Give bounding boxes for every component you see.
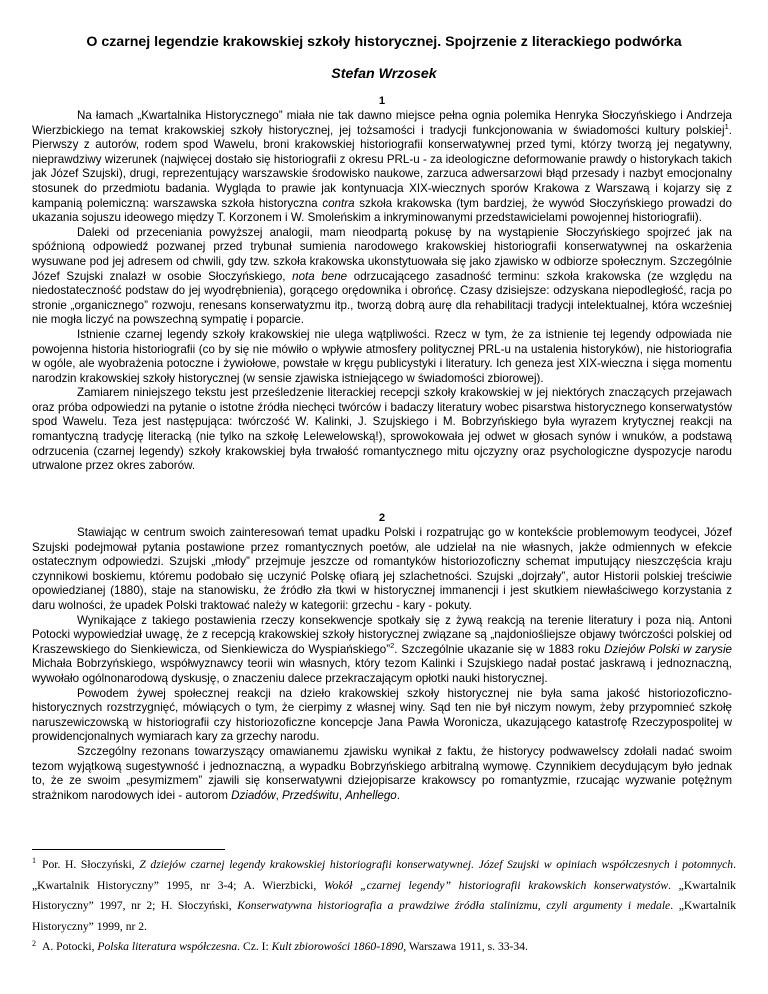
italic-title: Dziejów Polski w zarysie — [604, 642, 732, 656]
italic-title: Przedświtu — [282, 788, 339, 802]
text-run: . „Kwartalnik Historyczny” 1999, nr 2. — [32, 899, 737, 933]
section-2 — [32, 512, 732, 803]
text-run: . „Kwartalnik Historyczny” 1997, nr 2; H. Słoczyński, — [32, 878, 736, 913]
text-run: szkoła krakowska (tym bardziej, że wywód Słoczyńskiego prowadzi do ukazania sojuszu ideowego między T. Korzonem i W. Smoleńskim a inkryminowanymi przedstawicielami powojennej historiografii). — [32, 196, 732, 225]
section-1 — [32, 95, 732, 474]
paragraph: Powodem żywej społecznej reakcji na dzieło krakowskiej szkoły historycznej nie była sama jakość historiozoficzno-historycznych rozstrzygnięć, mówiących o tym, że cierpimy z własnej winy. Sąd ten nie był niczym nowym, żeby przypomnieć szkołę naruszewiczowską w historiografii czy historiozoficzne koncepcje Jana Pawła Woronicza, ukazującego katastrofę Rzeczypospolitej w prowidencjonalnych wymiarach kary za grzechy narodu. — [32, 686, 732, 744]
paragraph — [32, 614, 732, 687]
text-run: , — [338, 788, 346, 802]
text-run: Daleki od przeceniania powyższej analogii, mam nieodpartą pokusę by na wystąpienie Słoczyńskiego spojrzeć jak na spóźnioną odpowiedź pozwanej przed trybunał sumienia narodowego krakowskiej historiografii konserwatywnej na oskarżenia wysuwane pod jej adresem od chwili, gdy tzw. szkoła krakowska ukonstytuowała się jako zjawisko w odbiorze społecznym. Szczególnie Józef Szujski znalazł w osobie Słoczyńskiego, — [32, 225, 732, 283]
text-run: Michała Bobrzyńskiego, współwyznawcy teorii win własnych, który tezom Kalinki i Szujskiego nadał postać jaskrawą i jednoznaczną, wywołało ogólnonarodową dyskusję, o znaczeniu dalece przekraczającym opłotki nauki historycznej. — [32, 657, 732, 685]
text-run: . Cz. I: — [237, 940, 272, 954]
footnote-mark: 2 — [32, 938, 36, 948]
italic-title: Anhellego — [345, 788, 397, 802]
text-run: . „Kwartalnik Historyczny” 1995, nr 3-4; A. Wierzbicki, — [32, 858, 736, 892]
italic-title: Dziadów — [231, 788, 276, 802]
document-title: O czarnej legendzie krakowskiej szkoły historycznej. Spojrzenie z literackiego podwórka — [86, 34, 682, 50]
text-run: . Pierwszy z autorów, rodem spod Wawelu, broni krakowskiej historiografii konserwatywnej przed tymi, którzy tworzą jej negatywny, nieprawdziwy wizerunek (najwięcej dostało się historiografii z okresu PRL-u - za ideologiczne deformowanie prawdy o historykach takich jak Józef Szujski), drugi, reprezentujący warszawskie środowisko naukowe, zarzuca adwersarzowi błąd przesady i nazbyt emocjonalny stosunek do przedmiotu badania. Wygląda to prawie jak kontynuacja XIX-wiecznych sporów Krakowa z Warszawą i kojarzy się z kampanią polemiczną: warszawska szkoła historyczna — [32, 123, 732, 210]
text-run: A. Potocki, — [42, 940, 98, 954]
text-run: , — [275, 788, 283, 802]
italic-title: Z dziejów czarnej legendy krakowskiej historiografii konserwatywnej. Józef Szujski w opiniach współczesnych i potomnych — [139, 858, 734, 871]
paragraph — [32, 109, 732, 226]
italic-title: Konserwatywna historiografia a prawdziwe źródła stalinizmu, czyli argumenty i medale — [237, 899, 671, 913]
paragraph — [32, 745, 732, 803]
paragraph — [32, 226, 732, 328]
italic-term: contra — [322, 196, 355, 210]
footnote-ref-1[interactable]: 1 — [724, 121, 729, 131]
text-run: . — [396, 788, 400, 802]
author-name: Stefan Wrzosek — [331, 66, 437, 82]
footnote-ref-2[interactable]: 2 — [390, 640, 395, 650]
text-run: odrzucającego zasadność terminu: szkoła krakowska (ze względu na niedostateczność podstaw do jej wyodrębnienia), gorącego orędownika i obrońcę. Czasy dzisiejsze: odzyskana niepodległość, racja po stronie „organicznego” rozwoju, renesans konserwatyzmu itp., tworzą dobrą aurę dla rehabilitacji tradycji intelektualnej, która wcześniej nie mogła liczyć na powszechną sympatię i poparcie. — [32, 269, 733, 327]
italic-title: Polska literatura współczesna — [97, 940, 238, 954]
paragraph: Zamiarem niniejszego tekstu jest prześledzenie literackiej recepcji szkoły krakowskiej w jej niektórych znaczących przejawach oraz próba odpowiedzi na pytanie o istotne źródła niechęci twórców i badaczy literatury wobec pisarstwa historycznego konserwatystów spod Wawelu. Teza jest następująca: twórczość W. Kalinki, J. Szujskiego i M. Bobrzyńskiego była wyrazem krytycznej reakcji na romantyczną tradycję literacką (nie tylko na szkołę Lelewelowską!), sprowokowała jej odwet w głosach synów i wnuków, a podstawą odrzucenia (czarnej legendy) szkoły krakowskiej była trwałość romantycznego mitu ojczyzny oraz psychologiczne dyspozycje narodu utrwalone przez okres zaborów. — [32, 386, 732, 473]
footnote-1 — [32, 855, 736, 937]
text-run: Szczególny rezonans towarzyszący omawianemu zjawisku wynikał z faktu, że historycy podwawelscy zdołali nadać swoim tezom wyjątkową sugestywność i jednoznaczną, a wypadku Bobrzyńskiego arbitralną wymowę. Czynnikiem decydującym było jednak to, że ze swoim „pesymizmem” zjawili się konserwatywni dziejopisarze krakowscy po romantyzmie, rzucając wyzwanie potężnym strażnikom narodowych idei - autorom — [32, 744, 732, 802]
text-run: , Warszawa 1911, s. 33-34. — [403, 940, 528, 954]
text-run: Wynikające z takiego postawienia rzeczy konsekwencje spotkały się z żywą reakcją na terenie literatury i poza nią. Antoni Potocki wypowiedział uwagę, że z recepcją krakowskiej szkoły historycznej związane są „najdoniośliejsze objawy twórczości polskiej od Kraszewskiego do Sienkiewicza, od Sienkiewicza do Wyspiańskiego” — [32, 613, 732, 656]
paragraph: Stawiając w centrum swoich zainteresowań temat upadku Polski i rozpatrując go w kontekście problemowym teodycei, Józef Szujski podejmował pytania postawione przez romantycznych poetów, ale udzielał na nie własnych, jakże odmiennych w efekcie ostatecznym odpowiedzi. Szujski „młody” przejmuje jeszcze od romantyków historiozoficzny schemat imputujący nieszczęścia kraju czynnikowi boskiemu, któremu podobało się uczynić Polskę ofiarą jej szlachetności. Szujski „dojrzały”, autor Historii polskiej treściwie opowiedzianej (1880), staje na stanowisku, że źródło zła tkwi w historycznej immanencji i jest skutkiem niewłaściwego korzystania z daru wolności, że upadek Polski traktować należy w kategorii: grzechu - kary - pokuty. — [32, 526, 732, 612]
italic-title: Kult zbiorowości 1860-1890 — [271, 940, 404, 954]
footnote-divider — [32, 849, 225, 850]
footnote-mark: 1 — [32, 856, 36, 866]
section-number: 1 — [378, 95, 386, 107]
text-run: Na łamach „Kwartalnika Historycznego” miała nie tak dawno miejsce pełna ognia polemika Henryka Słoczyńskiego i Andrzeja Wierzbickiego na temat krakowskiej szkoły historycznej, jej tożsamości i tradycji funkcjonowania w świadomości kultury polskiej — [32, 109, 732, 137]
italic-term: nota bene — [292, 269, 348, 283]
text-run: Por. H. Słoczyński, — [42, 858, 140, 871]
footnotes — [32, 855, 736, 958]
section-number: 2 — [378, 512, 386, 524]
footnote-2 — [32, 937, 736, 958]
italic-title: Wokół „czarnej legendy” historiografii krakowskich konserwatystów — [323, 878, 669, 892]
text-run: . Szczególnie ukazanie się w 1883 roku — [394, 642, 605, 656]
paragraph: Istnienie czarnej legendy szkoły krakowskiej nie ulega wątpliwości. Rzecz w tym, że za istnienie tej legendy odpowiada nie powojenna historia historiografii (co by się nie mówiło o wpływie atmosfery politycznej PRL-u na ustalenia historyków), nie historiografia w ogóle, ale wyobrażenia potoczne i żywiołowe, powstałe w kręgu publicystyki i literatury. Ich geneza jest XIX-wieczna i sięga momentu narodzin krakowskiej szkoły historycznej (w sensie zjawiska istniejącego w świadomości zbiorowej). — [32, 327, 732, 385]
